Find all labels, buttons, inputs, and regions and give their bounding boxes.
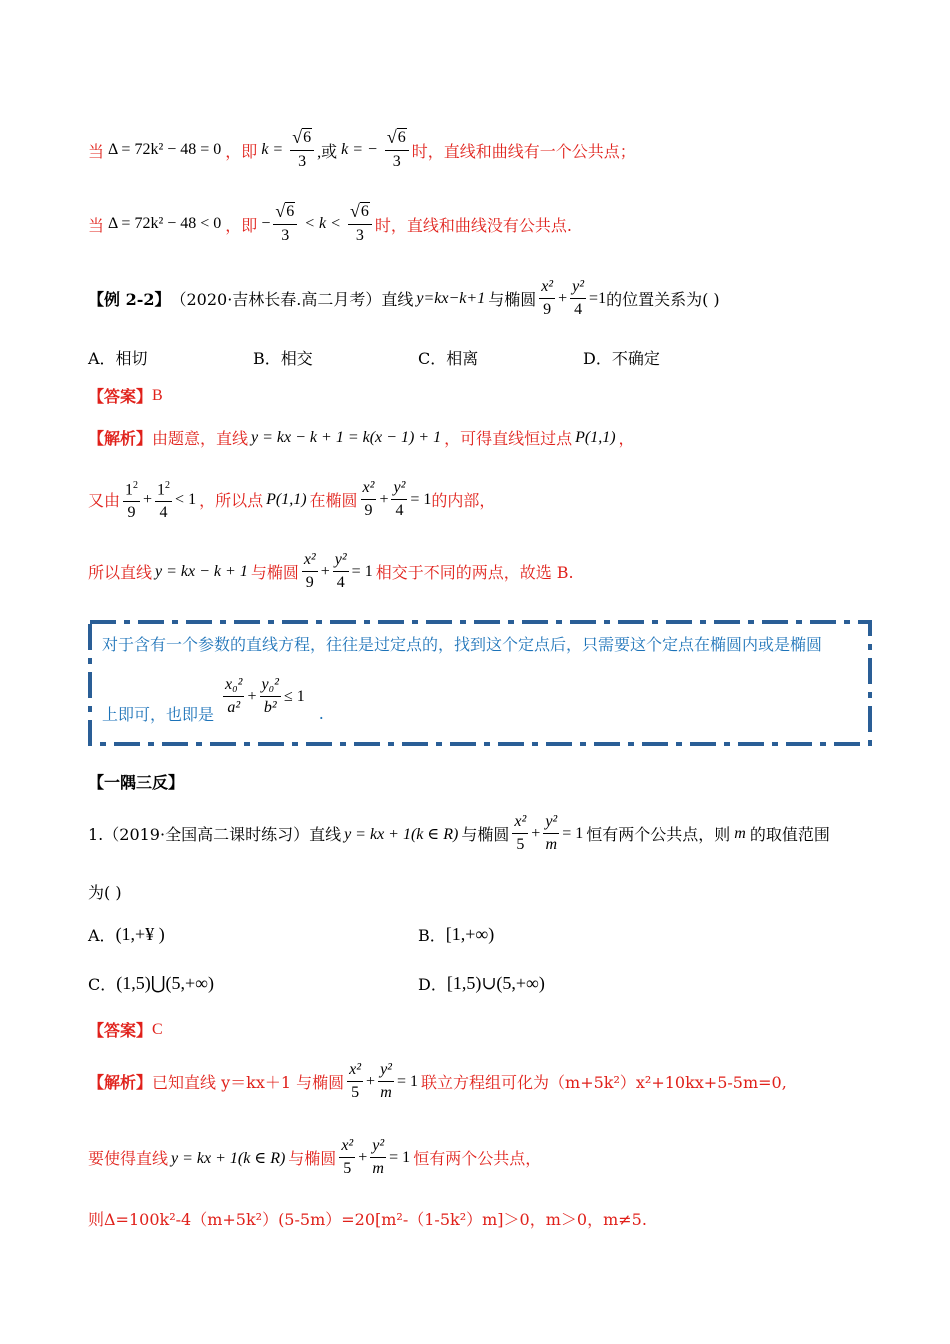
text: 已知直线 y＝kx＋1 与椭圆: [152, 1073, 345, 1092]
option-c: C．相离: [418, 349, 479, 368]
text: 与椭圆: [488, 290, 537, 309]
text: 的取值范围: [749, 825, 830, 844]
analysis-label: 【解析】: [88, 429, 153, 448]
math: k =: [261, 141, 284, 158]
answer-label: 【答案】: [88, 1021, 153, 1040]
text: ，: [618, 429, 635, 448]
math: m: [734, 824, 746, 842]
text: 要使得直线: [88, 1149, 169, 1168]
analysis2-line-3: 则Δ=100k²-4（m+5k²）(5-5m）=20[m²-（1-5k²）m]＞0，m＞0，m≠5.: [88, 1210, 647, 1229]
condition-equal-zero: [88, 128, 636, 172]
text: ，即: [225, 141, 258, 161]
text: ，即: [225, 215, 258, 235]
tip-text: 上即可，也即是: [102, 705, 215, 724]
fraction: √ 6 3: [290, 128, 314, 172]
math: = 1: [396, 1072, 419, 1090]
fraction: $\frac{\text{y²}}{4}$: [334, 551, 347, 591]
fraction: $\frac{\text{y²}}{4}$: [572, 278, 585, 318]
math: y=kx−k+1: [416, 289, 486, 307]
text: ，所以点: [199, 491, 264, 511]
answer-value: B: [152, 386, 163, 404]
text: 与椭圆: [250, 563, 299, 582]
math-delta: Δ = 72k² − 48 < 0: [108, 215, 222, 232]
fraction: $\frac{1^2}{9}$: [123, 476, 140, 523]
fraction: √ 6 3: [273, 202, 297, 246]
text: 恒有两个公共点，则: [586, 825, 731, 844]
text: 时，直线和曲线没有公共点.: [374, 215, 572, 235]
fraction: $\frac{\text{y₀²}}{\text{b²}}$: [261, 676, 279, 716]
tip-line-1: [102, 632, 822, 655]
option-b-2: B． [1,+∞): [418, 924, 495, 945]
text: 恒有两个公共点，: [413, 1149, 542, 1168]
fraction: $\frac{\text{y²}}{m}$: [372, 1137, 385, 1177]
text: 1.（2019·全国高二课时练习）直线: [88, 825, 342, 844]
fraction: $\frac{\text{y²}}{m}$: [545, 813, 558, 853]
math: P(1,1): [266, 490, 307, 508]
math: k = −: [341, 141, 378, 158]
math: −: [261, 215, 271, 232]
practice-heading: 【一隅三反】: [88, 773, 185, 792]
option-d-2: D． [1,5)∪(5,+∞): [418, 973, 545, 994]
text: ，可得直线恒过点: [444, 429, 573, 448]
condition-less-zero: [88, 202, 572, 246]
analysis-label: 【解析】: [88, 1073, 153, 1092]
text: 时，直线和曲线有一个公共点；: [411, 141, 636, 161]
fraction: $\frac{\text{y²}}{4}$: [393, 479, 406, 520]
math: y = kx + 1(k ∈ R): [344, 825, 459, 843]
answer: [88, 384, 163, 407]
text: 与椭圆: [288, 1149, 337, 1168]
math: = 1: [562, 824, 584, 842]
example-question: 【例 2-2】 （2020·吉林长春.高二月考）直线 y=kx−k+1 与椭圆 $\frac{\text{x²}}{9}$ + $\frac{\text{y²}}{4}$ =1 的位置关系为( ): [88, 278, 720, 318]
fraction: $\frac{\text{x²}}{5}$: [341, 1137, 354, 1177]
fraction: $\frac{\text{x²}}{5}$: [514, 813, 527, 853]
text: .: [318, 704, 324, 723]
text: 所以直线: [88, 563, 153, 582]
fraction: $\frac{\text{x₀²}}{\text{a²}}$: [225, 676, 243, 716]
analysis-line-1: [88, 426, 635, 449]
text: （2020·吉林长春.高二月考）直线: [170, 290, 414, 309]
math: ≤ 1: [283, 687, 305, 705]
fraction: $\frac{1^2}{4}$: [155, 476, 172, 523]
fraction: $\frac{\text{x²}}{9}$: [362, 479, 375, 520]
analysis2-line-1: 【解析】 已知直线 y＝kx＋1 与椭圆 $\frac{\text{x²}}{5}$ + $\frac{\text{y²}}{m}$ = 1 联立方程组可化为（m+5k²）x²+10kx+5-5m=0,: [88, 1061, 787, 1101]
answer-label: 【答案】: [88, 387, 153, 406]
option-a-2: A． (1,+¥ ): [88, 924, 165, 945]
text: ,或: [317, 143, 338, 161]
math: < 1: [175, 490, 197, 508]
example-label: 【例 2-2】: [88, 290, 171, 309]
fraction: $\frac{\text{y²}}{m}$: [380, 1061, 392, 1101]
text: 与椭圆: [461, 825, 510, 844]
text: 又由: [88, 491, 121, 511]
math: P(1,1): [575, 428, 616, 446]
answer-2: [88, 1018, 163, 1041]
fraction: $\frac{\text{x²}}{9}$: [541, 278, 554, 318]
question-1-cont: 为( ): [88, 883, 122, 902]
analysis-line-3: 所以直线 y = kx − k + 1 与椭圆 $\frac{\text{x²}}{9}$ + $\frac{\text{y²}}{4}$ = 1 相交于不同的两点，故选 B.: [88, 551, 574, 591]
math: < k <: [304, 215, 341, 232]
tip-text: 对于含有一个参数的直线方程，往往是过定点的，找到这个定点后，只需要这个定点在椭圆内或是椭圆: [102, 635, 823, 654]
text: 当: [88, 141, 105, 161]
fraction: $\frac{\text{x²}}{5}$: [349, 1061, 362, 1101]
fraction: $\frac{\text{x²}}{9}$: [303, 551, 316, 591]
text: 由题意，直线: [152, 429, 249, 448]
math: y = kx − k + 1: [155, 562, 248, 580]
question-1: 1.（2019·全国高二课时练习）直线 y = kx + 1(k ∈ R) 与椭圆 $\frac{\text{x²}}{5}$ + $\frac{\text{y²}}{m}$ = 1 恒有两个公共点，则 m 的取值范围: [88, 813, 830, 853]
fraction: √ 6 3: [348, 202, 372, 246]
math: y = kx − k + 1 = k(x − 1) + 1: [251, 428, 442, 446]
tip-line-2: 上即可，也即是 $\frac{\text{x₀²}}{\text{a²}}$ + $\frac{\text{y₀²}}{\text{b²}}$ ≤ 1 .: [102, 676, 324, 724]
option-c-2: C． (1,5)⋃(5,+∞): [88, 973, 214, 994]
math: =1: [589, 289, 607, 307]
text: 在椭圆: [309, 491, 358, 511]
option-b: B．相交: [253, 349, 313, 368]
math: y = kx + 1(k ∈ R): [171, 1149, 286, 1167]
text: 的内部，: [431, 491, 496, 511]
text: 联立方程组可化为（m+5k²）x²+10kx+5-5m=0,: [421, 1073, 787, 1092]
answer-value: C: [152, 1020, 163, 1038]
analysis2-line-2: 要使得直线 y = kx + 1(k ∈ R) 与椭圆 $\frac{\text{x²}}{5}$ + $\frac{\text{y²}}{m}$ = 1 恒有两个公共点，: [88, 1137, 542, 1177]
math-delta: Δ = 72k² − 48 = 0: [108, 141, 222, 158]
text: 当: [88, 215, 105, 235]
text: 的位置关系为( ): [606, 290, 720, 309]
fraction: √ 6 3: [385, 128, 409, 172]
analysis-line-2: 又由 $\frac{1^2}{9}$ + $\frac{1^2}{4}$ < 1 ，所以点 P(1,1) 在椭圆 $\frac{\text{x²}}{9}$ + $\frac{\text{y²}}{4}$ = 1 的内部，: [88, 476, 495, 523]
option-a: A．相切: [88, 349, 148, 368]
option-d: D．不确定: [583, 349, 660, 368]
text: 相交于不同的两点，故选 B.: [375, 563, 574, 582]
